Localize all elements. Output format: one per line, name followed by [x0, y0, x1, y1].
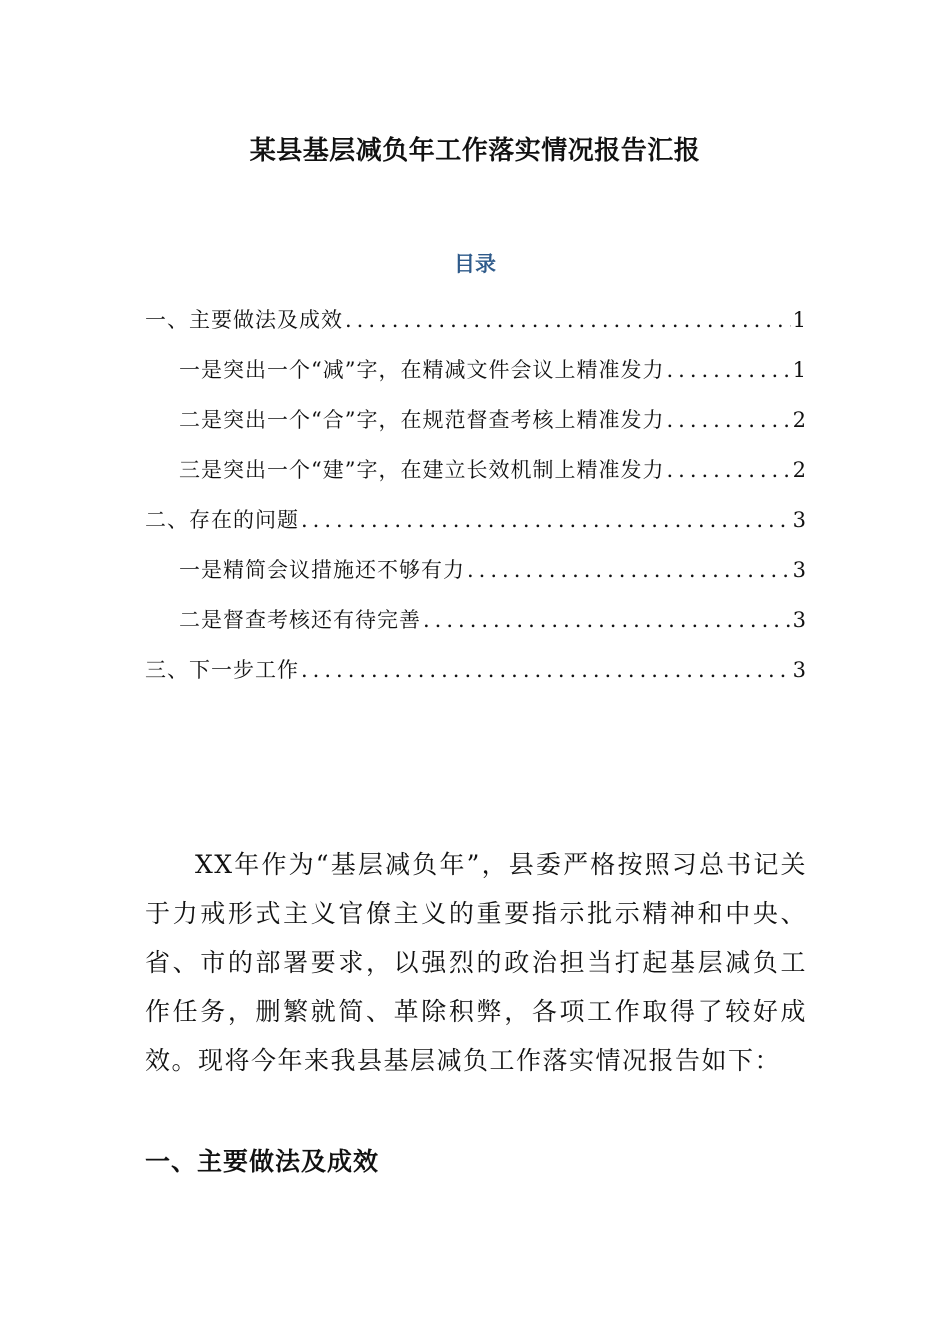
toc-leader-dots [423, 600, 791, 640]
toc-entry-text: 一是精简会议措施还不够有力 [179, 558, 465, 582]
toc-entry-page: 3 [792, 608, 807, 632]
toc-heading: 目录 [454, 251, 496, 276]
toc-leader-dots [301, 500, 791, 540]
toc-entry-page: 1 [792, 358, 807, 382]
toc-entry-text: 二是突出一个“合”字，在规范督查考核上精准发力 [179, 408, 665, 432]
toc-leader-dots [345, 300, 791, 340]
toc-leader-dots [467, 550, 791, 590]
toc-entry-text: 三、下一步工作 [145, 658, 299, 682]
toc-entry-page: 3 [792, 658, 807, 682]
table-of-contents [145, 300, 807, 700]
toc-entry-page: 3 [792, 508, 807, 532]
toc-entry[interactable] [145, 500, 807, 550]
toc-entry-page: 2 [792, 458, 807, 482]
toc-entry[interactable] [145, 650, 807, 700]
toc-entry-text: 二、存在的问题 [145, 508, 299, 532]
toc-entry-page: 2 [792, 408, 807, 432]
section-heading: 一、主要做法及成效 [145, 1147, 380, 1176]
toc-leader-dots [666, 350, 790, 390]
toc-entry[interactable] [145, 550, 807, 600]
document-title: 某县基层减负年工作落实情况报告汇报 [249, 136, 701, 166]
toc-entry-text: 一是突出一个“减”字，在精减文件会议上精准发力 [179, 358, 665, 382]
toc-entry-text: 二是督查考核还有待完善 [179, 608, 421, 632]
toc-entry[interactable] [145, 400, 807, 450]
toc-leader-dots [666, 400, 790, 440]
toc-entry-page: 3 [792, 558, 807, 582]
toc-leader-dots [666, 450, 790, 490]
toc-leader-dots [301, 650, 791, 690]
toc-entry-text: 一、主要做法及成效 [145, 308, 343, 332]
toc-entry[interactable] [145, 350, 807, 400]
toc-entry-text: 三是突出一个“建”字，在建立长效机制上精准发力 [179, 458, 665, 482]
intro-paragraph: XX年作为“基层减负年”，县委严格按照习总书记关于力戒形式主义官僚主义的重要指示批示精神和中央、省、市的部署要求，以强烈的政治担当打起基层减负工作任务，删繁就简、革除积弊，各项工作取得了较好成效。现将今年来我县基层减负工作落实情况报告如下： [145, 850, 807, 1075]
toc-entry-page: 1 [792, 308, 807, 332]
toc-entry[interactable] [145, 600, 807, 650]
toc-entry[interactable] [145, 300, 807, 350]
toc-entry[interactable] [145, 450, 807, 500]
